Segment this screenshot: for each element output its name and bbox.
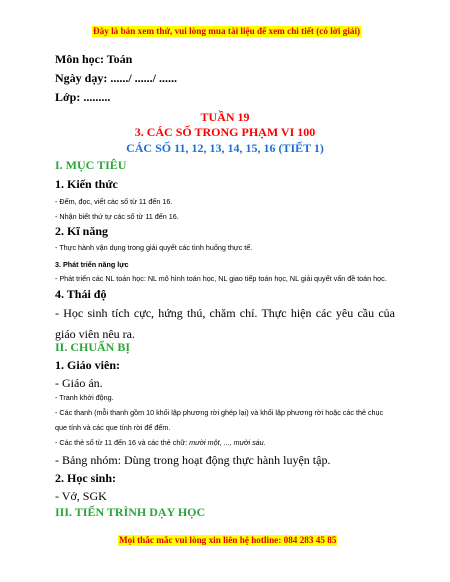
- teacher-item: que tính và các que tính rời để đếm.: [55, 423, 171, 432]
- knowledge-item: - Đếm, đọc, viết các số từ 11 đến 16.: [55, 197, 173, 206]
- student-heading: 2. Học sinh:: [55, 471, 117, 485]
- ability-heading: 3. Phát triển năng lực: [55, 260, 129, 269]
- week-title: TUẦN 19: [200, 110, 250, 124]
- date-line: Ngày dạy: ....../ ....../ ......: [55, 71, 178, 85]
- skills-heading: 2. Kĩ năng: [55, 224, 109, 238]
- topic-title: CÁC SỐ 11, 12, 13, 14, 15, 16 (TIẾT 1): [126, 141, 324, 155]
- group-board-line: - Bảng nhóm: Dùng trong hoạt động thực hành luyện tập.: [55, 453, 331, 467]
- section-preparation-heading: II. CHUẨN BỊ: [55, 340, 131, 354]
- lesson-title: 3. CÁC SỐ TRONG PHẠM VI 100: [134, 125, 316, 139]
- section-objectives-heading: I. MỤC TIÊU: [55, 158, 127, 172]
- student-item: - Vở, SGK: [55, 489, 107, 503]
- teacher-item: - Các thanh (mỗi thanh gồm 10 khối lập phương rời ghép lại) và khối lập phương rời hoặc các thẻ chục: [55, 408, 384, 417]
- hotline-banner: Mọi thắc mắc vui lòng xin liên hệ hotline: 084 283 45 85: [119, 535, 337, 545]
- cards-prefix: - Các thẻ số từ 11 đến 16 và các thẻ chữ:: [55, 438, 190, 447]
- skills-item: - Thực hành vận dụng trong giải quyết các tình huống thực tế.: [55, 243, 253, 252]
- class-line: Lớp: .........: [55, 90, 111, 104]
- subject-line: Môn học: Toán: [55, 52, 133, 66]
- cards-item: [55, 438, 266, 447]
- cards-italic-words: mười một, ..., mười sáu.: [189, 438, 266, 447]
- knowledge-item: - Nhận biết thứ tự các số từ 11 đến 16.: [55, 212, 179, 221]
- section-process-heading: III. TIẾN TRÌNH DẠY HỌC: [55, 505, 206, 519]
- teacher-item: - Tranh khởi động.: [55, 393, 114, 402]
- ability-item: - Phát triển các NL toán học: NL mô hình toán học, NL giao tiếp toán học, NL giải quyết vấn đề toán học.: [55, 274, 387, 283]
- preview-notice-banner: Đây là bản xem thử, vui lòng mua tài liệu để xem chi tiết (có lời giải): [93, 26, 361, 36]
- attitude-text: - Học sinh tích cực, hứng thú, chăm chỉ. Thực hiện các yêu cầu của giáo viên nêu ra.: [55, 306, 395, 341]
- attitude-heading: 4. Thái độ: [55, 287, 107, 301]
- knowledge-heading: 1. Kiến thức: [55, 177, 118, 191]
- teacher-lesson-plan: - Giáo án.: [55, 376, 103, 390]
- teacher-heading: 1. Giáo viên:: [55, 358, 120, 372]
